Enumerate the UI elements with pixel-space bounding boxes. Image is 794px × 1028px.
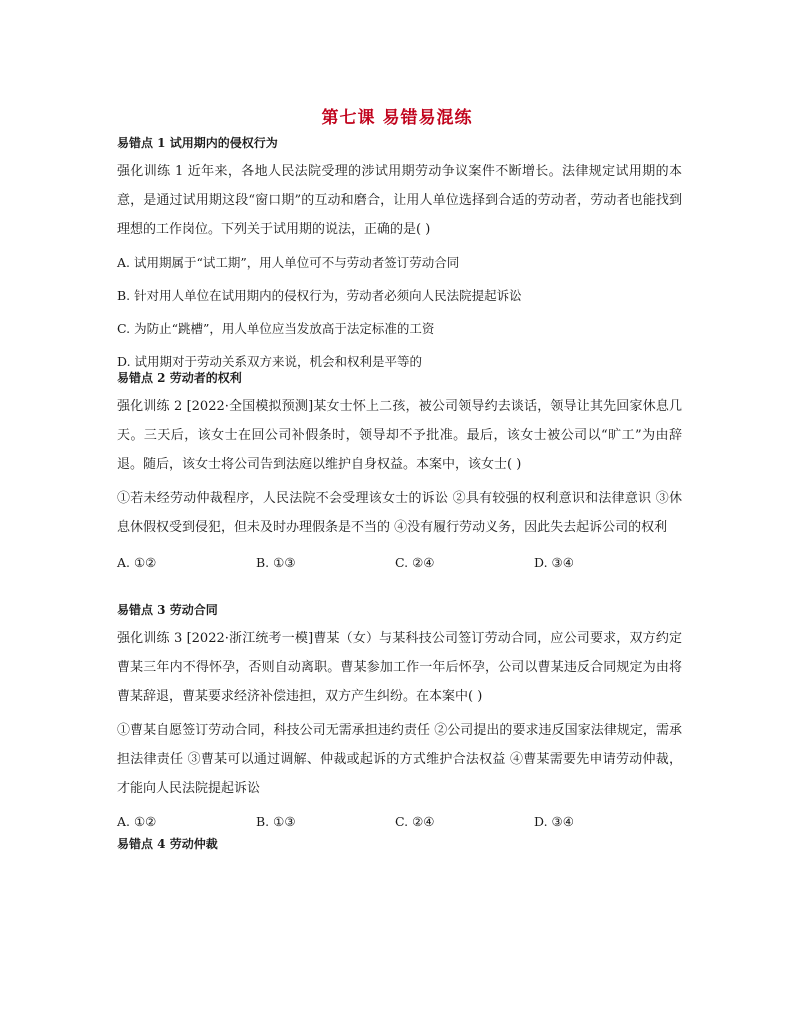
error-point-heading: 易错点 1 试用期内的侵权行为 — [117, 136, 278, 150]
question-text: 强化训练 1 近年来，各地人民法院受理的涉试用期劳动争议案件不断增长。法律规定试用期的本意，是通过试用期这段“窗口期”的互动和磨合，让用人单位选择到合适的劳动者，劳动者也能找到理想的工作岗位。下列关于试用期的说法，正确的是( ) — [117, 164, 682, 237]
choice-b: B. ①③ — [256, 814, 296, 829]
answer-choices — [117, 554, 682, 572]
choice-a: A. ①② — [117, 555, 157, 570]
section-4 — [117, 835, 682, 853]
page-title: 第七课 易错易混练 — [321, 108, 473, 128]
answer-choices — [117, 813, 682, 831]
statement-list: ①若未经劳动仲裁程序，人民法院不会受理该女士的诉讼 ②具有较强的权利意识和法律意识 ③休息休假权受到侵犯，但未及时办理假条是不当的 ④没有履行劳动义务，因此失去起诉公司的权利 — [117, 491, 682, 535]
error-point-heading: 易错点 2 劳动者的权利 — [117, 371, 242, 385]
section-3 — [117, 601, 682, 831]
choice-d: D. ③④ — [534, 814, 574, 829]
question-text: 强化训练 3 [2022·浙江统考一模]曹某（女）与某科技公司签订劳动合同，应公司要求，双方约定曹某三年内不得怀孕，否则自动离职。曹某参加工作一年后怀孕，公司以曹某违反合同规定为由将曹某辞退，曹某要求经济补偿违担，双方产生纠纷。在本案中( ) — [117, 631, 682, 704]
choice-c: C. ②④ — [395, 814, 435, 829]
choice-a: A. ①② — [117, 814, 157, 829]
option-b: B. 针对用人单位在试用期内的侵权行为，劳动者必须向人民法院提起诉讼 — [117, 288, 522, 303]
section-2 — [117, 369, 682, 572]
error-point-heading: 易错点 3 劳动合同 — [117, 603, 218, 617]
choice-b: B. ①③ — [256, 555, 296, 570]
section-1 — [117, 134, 682, 371]
option-d: D. 试用期对于劳动关系双方来说，机会和权利是平等的 — [117, 354, 423, 369]
statement-list: ①曹某自愿签订劳动合同，科技公司无需承担违约责任 ②公司提出的要求违反国家法律规定，需承担法律责任 ③曹某可以通过调解、仲裁或起诉的方式维护合法权益 ④曹某需要先申请劳动仲裁，才能向人民法院提起诉讼 — [117, 723, 682, 796]
option-a: A. 试用期属于“试工期”，用人单位可不与劳动者签订劳动合同 — [117, 255, 460, 270]
choice-c: C. ②④ — [395, 555, 435, 570]
question-text: 强化训练 2 [2022·全国模拟预测]某女士怀上二孩，被公司领导约去谈话，领导让其先回家休息几天。三天后，该女士在回公司补假条时，领导却不予批准。最后，该女士被公司以“旷工”为由辞退。随后，该女士将公司告到法庭以维护自身权益。本案中，该女士( ) — [117, 399, 682, 472]
error-point-heading: 易错点 4 劳动仲裁 — [117, 837, 218, 851]
option-c: C. 为防止“跳槽”，用人单位应当发放高于法定标准的工资 — [117, 321, 435, 336]
choice-d: D. ③④ — [534, 555, 574, 570]
